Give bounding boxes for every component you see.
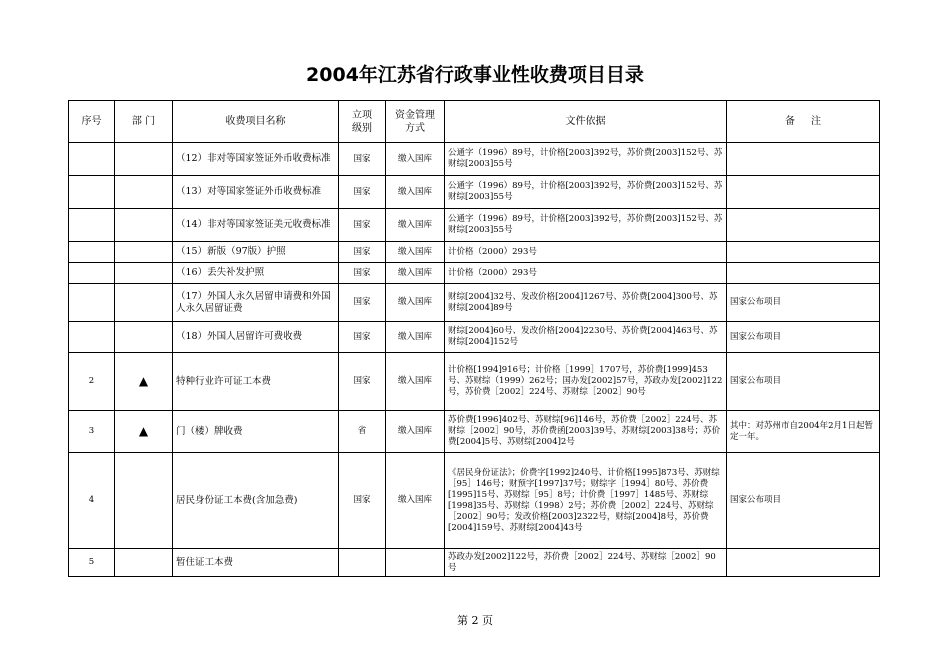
cell-dept — [115, 322, 173, 353]
cell-name: （14）非对等国家签证美元收费标准 — [173, 209, 339, 242]
cell-level: 国家 — [339, 263, 386, 284]
table-row — [69, 322, 880, 353]
cell-fund: 缴入国库 — [386, 353, 445, 411]
header-seq: 序号 — [69, 101, 115, 143]
cell-level: 国家 — [339, 143, 386, 176]
cell-fund — [386, 549, 445, 577]
header-doc: 文件依据 — [445, 101, 727, 143]
cell-level: 国家 — [339, 322, 386, 353]
cell-seq — [69, 176, 115, 209]
page-title: 2004年江苏省行政事业性收费项目目录 — [306, 64, 644, 86]
cell-name: （17）外国人永久居留申请费和外国人永久居留证费 — [173, 284, 339, 322]
cell-note: 国家公布项目 — [727, 322, 880, 353]
cell-level: 国家 — [339, 353, 386, 411]
cell-seq — [69, 209, 115, 242]
cell-note — [727, 143, 880, 176]
cell-note: 国家公布项目 — [727, 453, 880, 549]
cell-note — [727, 242, 880, 263]
cell-fund: 缴入国库 — [386, 284, 445, 322]
cell-fund: 缴入国库 — [386, 411, 445, 453]
header-level: 立项 级别 — [339, 101, 386, 143]
cell-name: 特种行业许可证工本费 — [173, 353, 339, 411]
cell-note: 国家公布项目 — [727, 284, 880, 322]
cell-fund: 缴入国库 — [386, 209, 445, 242]
cell-note: 其中：对苏州市自2004年2月1日起暂定一年。 — [727, 411, 880, 453]
header-note: 备 注 — [727, 101, 880, 143]
cell-dept — [115, 284, 173, 322]
cell-seq — [69, 284, 115, 322]
cell-level: 国家 — [339, 242, 386, 263]
cell-name: （12）非对等国家签证外币收费标准 — [173, 143, 339, 176]
cell-seq — [69, 143, 115, 176]
cell-note — [727, 176, 880, 209]
cell-name: （15）新版（97版）护照 — [173, 242, 339, 263]
cell-dept — [115, 263, 173, 284]
cell-seq — [69, 322, 115, 353]
cell-seq: 3 — [69, 411, 115, 453]
cell-dept — [115, 176, 173, 209]
cell-doc: 计价格[1994]916号；计价格［1999］1707号，苏价费[1999]453号、苏财综（1999）262号；国办发[2002]57号，苏政办发[2002]122号，苏价费［2002］224号、苏财综［2002］90号 — [445, 353, 727, 411]
cell-seq: 2 — [69, 353, 115, 411]
table-row — [69, 411, 880, 453]
table-row — [69, 143, 880, 176]
cell-dept — [115, 453, 173, 549]
cell-fund: 缴入国库 — [386, 242, 445, 263]
cell-seq — [69, 242, 115, 263]
cell-level: 国家 — [339, 209, 386, 242]
cell-dept — [115, 209, 173, 242]
cell-fund: 缴入国库 — [386, 143, 445, 176]
table-row — [69, 242, 880, 263]
cell-fund: 缴入国库 — [386, 322, 445, 353]
page-number: 第 2 页 — [457, 614, 493, 627]
header-fund: 资金管理 方式 — [386, 101, 445, 143]
cell-doc: 计价格（2000）293号 — [445, 263, 727, 284]
header-name: 收费项目名称 — [173, 101, 339, 143]
cell-doc: 苏价费[1996]402号、苏财综[96]146号，苏价费［2002］224号、苏财综［2002］90号，苏价费函[2003]39号、苏财综[2003]38号；苏价费[2004]5号、苏财综[2004]2号 — [445, 411, 727, 453]
cell-fund: 缴入国库 — [386, 176, 445, 209]
cell-level: 国家 — [339, 176, 386, 209]
table-row — [69, 263, 880, 284]
cell-level: 国家 — [339, 453, 386, 549]
header-dept: 部 门 — [115, 101, 173, 143]
cell-dept: ▲ — [115, 353, 173, 411]
cell-level: 国家 — [339, 284, 386, 322]
table-row — [69, 176, 880, 209]
cell-level — [339, 549, 386, 577]
table-row — [69, 549, 880, 577]
cell-level: 省 — [339, 411, 386, 453]
table-row — [69, 353, 880, 411]
cell-name: （16）丢失补发护照 — [173, 263, 339, 284]
table-row — [69, 284, 880, 322]
cell-dept — [115, 549, 173, 577]
table-row — [69, 453, 880, 549]
cell-name: 门（楼）牌收费 — [173, 411, 339, 453]
cell-fund: 缴入国库 — [386, 263, 445, 284]
cell-seq — [69, 263, 115, 284]
header-row — [69, 101, 880, 143]
cell-doc: 财综[2004]32号、发改价格[2004]1267号、苏价费[2004]300号、苏财综[2004]89号 — [445, 284, 727, 322]
cell-dept: ▲ — [115, 411, 173, 453]
fee-table — [68, 100, 880, 577]
cell-seq: 4 — [69, 453, 115, 549]
cell-name: （13）对等国家签证外币收费标准 — [173, 176, 339, 209]
cell-seq: 5 — [69, 549, 115, 577]
cell-name: （18）外国人居留许可费收费 — [173, 322, 339, 353]
cell-doc: 公通字（1996）89号，计价格[2003]392号，苏价费[2003]152号、苏财综[2003]55号 — [445, 209, 727, 242]
cell-note — [727, 549, 880, 577]
cell-doc: 计价格（2000）293号 — [445, 242, 727, 263]
cell-fund: 缴入国库 — [386, 453, 445, 549]
cell-doc: 财综[2004]60号、发改价格[2004]2230号、苏价费[2004]463号、苏财综[2004]152号 — [445, 322, 727, 353]
cell-note: 国家公布项目 — [727, 353, 880, 411]
cell-name: 居民身份证工本费(含加急费) — [173, 453, 339, 549]
cell-dept — [115, 242, 173, 263]
cell-name: 暂住证工本费 — [173, 549, 339, 577]
cell-dept — [115, 143, 173, 176]
table-row — [69, 209, 880, 242]
cell-doc: 苏政办发[2002]122号，苏价费［2002］224号、苏财综［2002］90号 — [445, 549, 727, 577]
cell-doc: 公通字（1996）89号，计价格[2003]392号，苏价费[2003]152号、苏财综[2003]55号 — [445, 176, 727, 209]
cell-note — [727, 263, 880, 284]
cell-note — [727, 209, 880, 242]
cell-doc: 《居民身份证法》；价费字[1992]240号、计价格[1995]873号、苏财综［95］146号；财预字[1997]37号；财综字［1994］80号、苏价费[1995]15号、苏财综［95］8号；计价费［1997］1485号、苏财综[1998]35号、苏财综（1998）2号；苏价费［2002］224号、苏财综［2002］90号；发改价格[2003]2322号，财综[2004]8号，苏价费[2004]159号、苏财综[2004]43号 — [445, 453, 727, 549]
cell-doc: 公通字（1996）89号，计价格[2003]392号，苏价费[2003]152号、苏财综[2003]55号 — [445, 143, 727, 176]
